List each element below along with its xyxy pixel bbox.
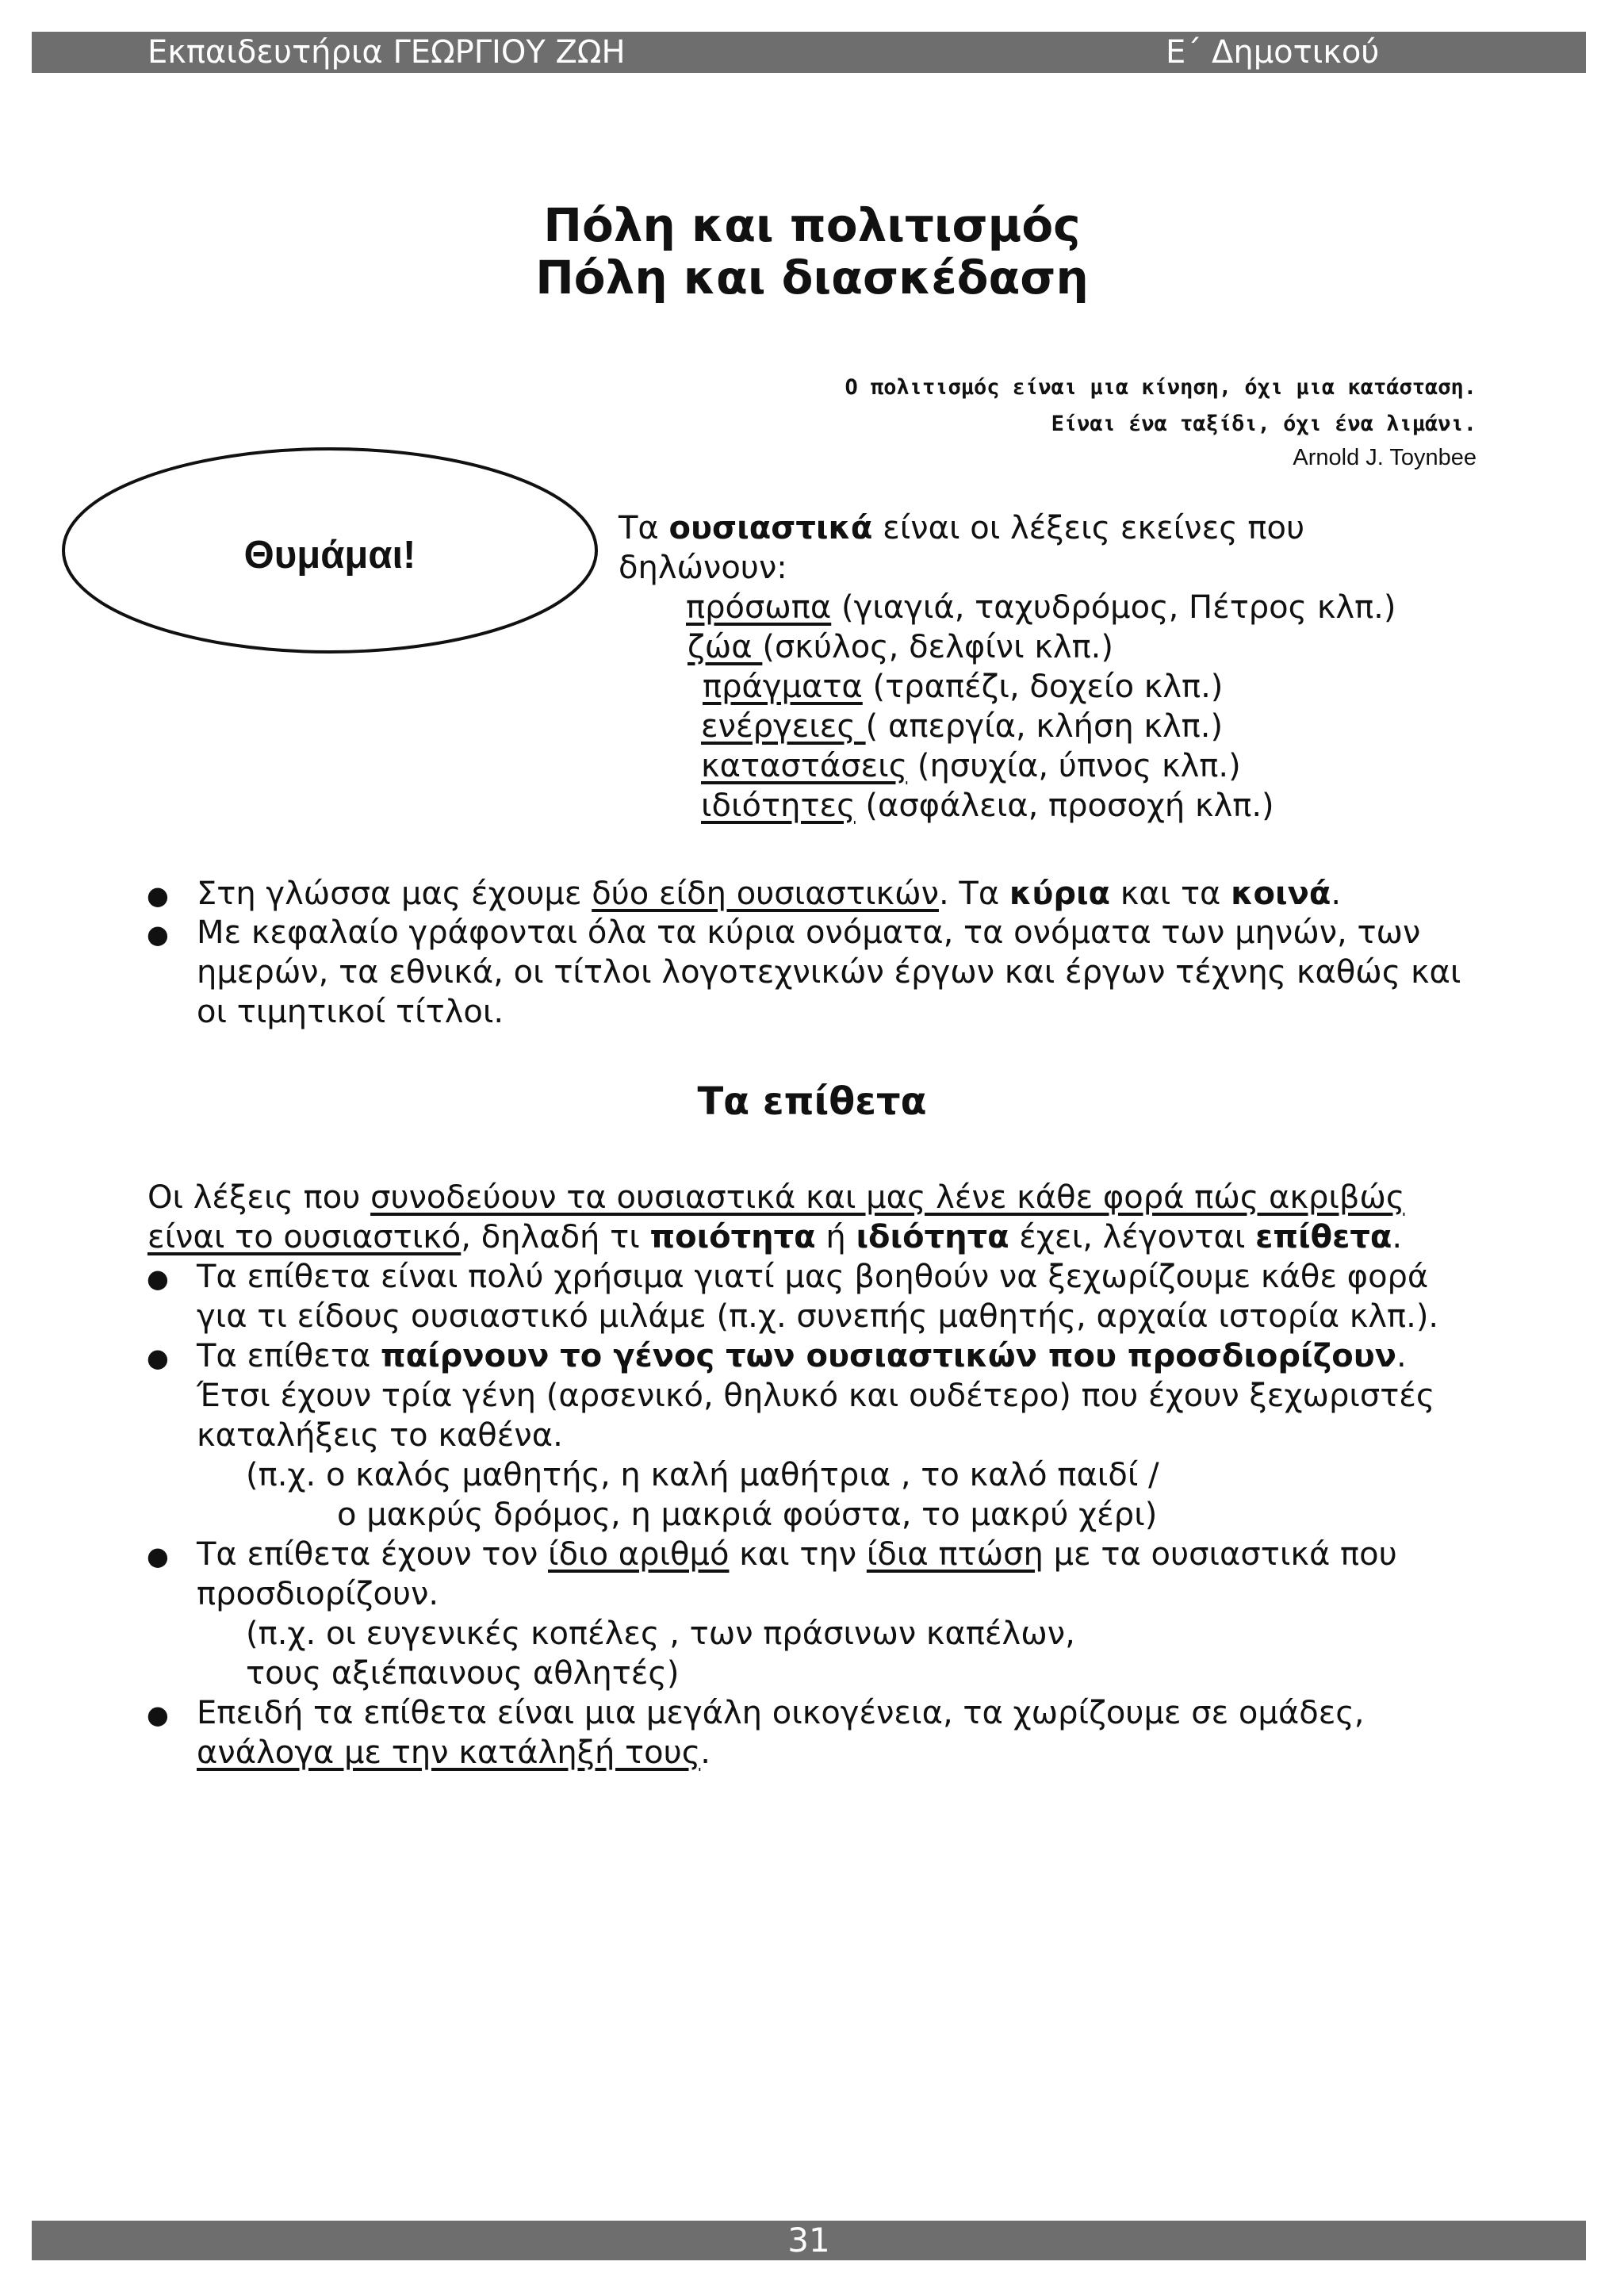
adjective-bullet-usefulness-line-2: για τι είδους ουσιαστικό μιλάμε (π.χ. συνεπής μαθητής, αρχαία ιστορία κλπ.). [197,1298,1439,1335]
noun-category-item: ζώα (σκύλος, δελφίνι κλπ.) [688,629,1113,665]
school-name: Εκπαιδευτήρια ΓΕΩΡΓΙΟΥ ΖΩΗ [147,34,626,71]
noun-category-item: ενέργειες ( απεργία, κλήση κλπ.) [701,708,1224,745]
adjectives-intro: Οι λέξεις που συνοδεύουν τα ουσιαστικά και μας λένε κάθε φορά πώς ακριβώς [147,1179,1405,1216]
adjective-bullet-gender-line-3: καταλήξεις το καθένα. [197,1417,563,1454]
nouns-intro: Τα ουσιαστικά είναι οι λέξεις εκείνες που [619,510,1305,546]
adjective-bullet-number-case: Τα επίθετα έχουν τον ίδιο αριθμό και την ίδια πτώση με τα ουσιαστικά που [197,1536,1397,1573]
adjective-bullet-groups: Επειδή τα επίθετα είναι μια μεγάλη οικογένεια, τα χωρίζουμε σε ομάδες, [197,1695,1365,1731]
adjectives-heading: Τα επίθετα [697,1079,927,1124]
quote-line-2: Είναι ένα ταξίδι, όχι ένα λιμάνι. [1051,412,1477,436]
noun-bullet-capitals-line-3: οι τιμητικοί τίτλοι. [197,994,504,1030]
bullet-icon: ● [147,1343,169,1373]
page-number: 31 [787,2221,830,2260]
adjective-bullet-gender: Τα επίθετα παίρνουν το γένος των ουσιαστικών που προσδιορίζουν. [197,1338,1407,1374]
noun-bullet-capitals: Με κεφαλαίο γράφονται όλα τα κύρια ονόματα, τα ονόματα των μηνών, των [197,914,1421,951]
nouns-intro-line-2: δηλώνουν: [619,550,787,586]
noun-category-item: ιδιότητες (ασφάλεια, προσοχή κλπ.) [701,788,1274,824]
footer-band [32,2221,1586,2260]
gender-example-line-1: (π.χ. ο καλός μαθητής, η καλή μαθήτρια , το καλό παιδί / [246,1457,1159,1493]
bullet-icon: ● [147,1263,169,1294]
noun-category-item: πράγματα (τραπέζι, δοχείο κλπ.) [703,669,1224,705]
adjective-bullet-usefulness: Τα επίθετα είναι πολύ χρήσιμα γιατί μας βοηθούν να ξεχωρίζουμε κάθε φορά [197,1259,1429,1295]
header-band [32,32,1586,73]
gender-example-line-2: ο μακρύς δρόμος, η μακριά φούστα, το μακρύ χέρι) [337,1497,1158,1533]
number-case-example-line-2: τους αξιέπαινους αθλητές) [246,1655,680,1692]
remember-label: Θυμάμαι! [243,534,416,577]
quote-author: Arnold J. Toynbee [1293,445,1477,470]
adjective-bullet-gender-line-2: Έτσι έχουν τρία γένη (αρσενικό, θηλυκό και ουδέτερο) που έχουν ξεχωριστές [197,1378,1435,1414]
bullet-icon: ● [147,919,169,949]
adjective-bullet-number-case-line-2: προσδιορίζουν. [197,1576,439,1612]
adjectives-intro-line-2: είναι το ουσιαστικό, δηλαδή τι ποιότητα ή ιδιότητα έχει, λέγονται επίθετα. [147,1219,1403,1255]
adjective-bullet-groups-line-2: ανάλογα με την κατάληξή τους. [197,1734,710,1771]
noun-bullet-capitals-line-2: ημερών, τα εθνικά, οι τίτλοι λογοτεχνικών έργων και έργων τέχνης καθώς και [197,954,1461,991]
grade-label: Ε΄ Δημοτικού [1166,34,1380,71]
noun-category-item: πρόσωπα (γιαγιά, ταχυδρόμος, Πέτρος κλπ.) [686,589,1396,626]
bullet-icon: ● [147,880,169,910]
quote-line-1: Ο πολιτισμός είναι μια κίνηση, όχι μια κατάσταση. [845,375,1477,400]
nouns-term: ουσιαστικά [668,510,873,546]
bullet-icon: ● [147,1541,169,1571]
bullet-icon: ● [147,1700,169,1730]
page-subtitle: Πόλη και διασκέδαση [535,251,1089,305]
noun-category-item: καταστάσεις (ησυχία, ύπνος κλπ.) [701,748,1241,784]
page-title: Πόλη και πολιτισμός [543,198,1081,252]
noun-bullet-types: Στη γλώσσα μας έχουμε δύο είδη ουσιαστικών. Τα κύρια και τα κοινά. [197,876,1342,912]
number-case-example-line-1: (π.χ. οι ευγενικές κοπέλες , των πράσινων καπέλων, [246,1616,1075,1652]
